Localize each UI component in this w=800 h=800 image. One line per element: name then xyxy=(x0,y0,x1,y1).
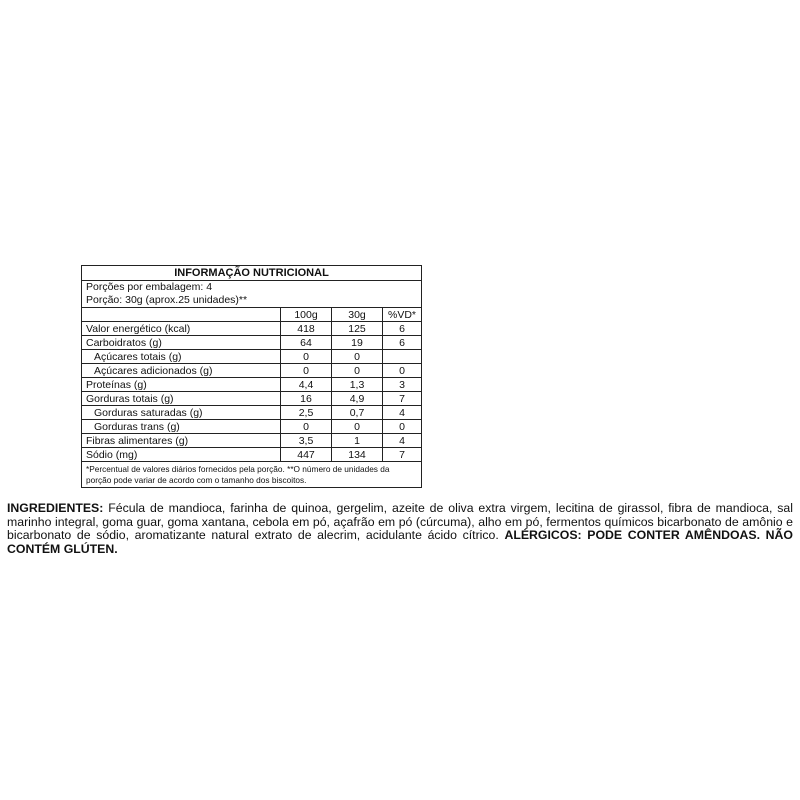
nutrient-label: Valor energético (kcal) xyxy=(82,322,281,336)
table-row xyxy=(82,378,421,392)
value-100g: 0 xyxy=(281,350,332,364)
value-100g: 64 xyxy=(281,336,332,350)
nutrition-footnote: *Percentual de valores diários fornecidos pela porção. **O número de unidades da porção pode variar de acordo com o tamanho dos biscoitos. xyxy=(82,461,421,487)
nutrient-label: Proteínas (g) xyxy=(82,378,281,392)
value-100g: 3,5 xyxy=(281,434,332,448)
nutrient-label: Gorduras totais (g) xyxy=(82,392,281,406)
column-header-100g: 100g xyxy=(281,308,332,322)
value-30g: 19 xyxy=(332,336,383,350)
nutrient-label: Fibras alimentares (g) xyxy=(82,434,281,448)
servings-per-package: Porções por embalagem: 4 xyxy=(86,281,213,293)
table-row xyxy=(82,364,421,378)
ingredients-text xyxy=(7,502,793,556)
value-100g: 2,5 xyxy=(281,406,332,420)
serving-size: Porção: 30g (aprox.25 unidades)** xyxy=(82,294,421,308)
value-30g: 1,3 xyxy=(332,378,383,392)
value-30g: 1 xyxy=(332,434,383,448)
value-100g: 16 xyxy=(281,392,332,406)
nutrition-title: INFORMAÇÃO NUTRICIONAL xyxy=(82,266,421,281)
value-100g: 418 xyxy=(281,322,332,336)
value-100g: 4,4 xyxy=(281,378,332,392)
value-100g: 0 xyxy=(281,420,332,434)
table-row xyxy=(82,322,421,336)
value-vd xyxy=(383,350,422,364)
value-vd: 6 xyxy=(383,336,422,350)
value-vd: 6 xyxy=(383,322,422,336)
nutrition-table xyxy=(82,308,421,461)
column-header-row xyxy=(82,308,421,322)
table-row xyxy=(82,350,421,364)
nutrition-facts-panel xyxy=(81,265,422,488)
nutrient-label: Gorduras trans (g) xyxy=(82,420,281,434)
ingredients-label: INGREDIENTES: xyxy=(7,501,104,515)
value-30g: 4,9 xyxy=(332,392,383,406)
nutrient-label: Açúcares adicionados (g) xyxy=(82,364,281,378)
value-vd: 7 xyxy=(383,448,422,462)
value-30g: 0,7 xyxy=(332,406,383,420)
column-header-vd: %VD* xyxy=(387,308,416,321)
nutrient-label: Carboidratos (g) xyxy=(82,336,281,350)
value-30g: 0 xyxy=(332,364,383,378)
value-vd: 4 xyxy=(383,434,422,448)
nutrient-label: Açúcares totais (g) xyxy=(82,350,281,364)
value-vd: 4 xyxy=(383,406,422,420)
value-100g: 0 xyxy=(281,364,332,378)
value-vd: 0 xyxy=(383,364,422,378)
column-header-30g: 30g xyxy=(332,308,383,322)
value-100g: 447 xyxy=(281,448,332,462)
value-vd: 3 xyxy=(383,378,422,392)
value-30g: 0 xyxy=(332,420,383,434)
table-row xyxy=(82,434,421,448)
table-row xyxy=(82,392,421,406)
value-30g: 0 xyxy=(332,350,383,364)
value-30g: 134 xyxy=(332,448,383,462)
value-vd: 0 xyxy=(383,420,422,434)
column-header-blank xyxy=(82,308,281,322)
table-row xyxy=(82,406,421,420)
table-row xyxy=(82,448,421,462)
ingredients-list: Fécula de mandioca, farinha de quinoa, gergelim, azeite de oliva extra virgem, lecitina de girassol, fibra de mandioca, sal marinho integral, goma guar, goma xantana, cebola em pó, açafrão em pó (cúrcuma), alho em pó, fermentos químicos bicarbonato de amônio e bicarbonato de sódio, aromatizante natural extrato de alecrim, acidulante ácido cítrico. xyxy=(7,501,793,543)
value-vd: 7 xyxy=(383,392,422,406)
table-row xyxy=(82,420,421,434)
table-row xyxy=(82,336,421,350)
nutrient-label: Sódio (mg) xyxy=(82,448,281,462)
allergens-statement: ALÉRGICOS: PODE CONTER AMÊNDOAS. NÃO CONTÉM GLÚTEN. xyxy=(7,528,793,556)
nutrient-label: Gorduras saturadas (g) xyxy=(82,406,281,420)
value-30g: 125 xyxy=(332,322,383,336)
